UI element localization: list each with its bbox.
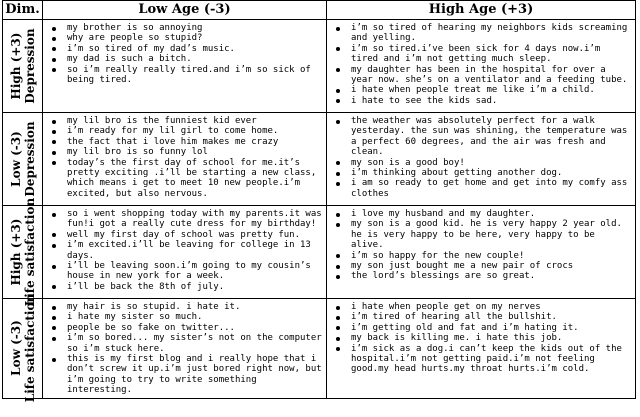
list-item: my daughter has been in the hospital for over a year now. she’s on a ventilator and a feeding tube. xyxy=(333,65,631,86)
examples-table xyxy=(2,0,636,403)
list-item: i’m so happy for the new couple! xyxy=(333,251,631,261)
high-age-list xyxy=(327,206,635,284)
low-age-list xyxy=(43,299,326,398)
list-item: i love my husband and my daughter. xyxy=(333,209,631,219)
list-item: my hair is so stupid. i hate it. xyxy=(49,302,322,312)
dimension-label-line: Low (-3) xyxy=(8,320,23,377)
list-item: i’m so tired.i’ve been sick for 4 days now.i’m tired and i’m not getting much sleep. xyxy=(333,44,631,65)
low-age-cell xyxy=(43,206,327,299)
list-item: i’m sick as a dog.i can’t keep the kids out of the hospital.i’m not getting paid.i’m not feeling good.my head hurts.my throat hurts.i’m cold. xyxy=(333,344,631,375)
dimension-label-line: High (+3) xyxy=(8,218,23,286)
list-item: i am so ready to get home and get into my comfy ass clothes xyxy=(333,178,631,199)
low-age-list xyxy=(43,113,326,201)
high-age-cell xyxy=(327,206,636,299)
low-age-list xyxy=(43,20,326,87)
header-low-age: Low Age (-3) xyxy=(43,1,327,20)
dimension-label xyxy=(9,198,37,306)
low-age-cell xyxy=(43,299,327,399)
list-item: i’m tired of hearing all the bullshit. xyxy=(333,312,631,322)
list-item: my son is a good kid. he is very happy 2 year old. he is very happy to be here, very happy to be alive. xyxy=(333,219,631,250)
list-item: well my first day of school was pretty fun. xyxy=(49,230,322,240)
list-item: the fact that i love him makes me crazy xyxy=(49,137,322,147)
list-item: so i went shopping today with my parents.it was fun!i got a really cute dress for my birthday! xyxy=(49,209,322,230)
dimension-cell xyxy=(3,113,43,206)
list-item: why are people so stupid? xyxy=(49,33,322,43)
high-age-cell xyxy=(327,113,636,206)
list-item: i’m so bored... my sister’s not on the computer so i’m stuck here. xyxy=(49,333,322,354)
dimension-label-line: Low (-3) xyxy=(8,131,23,187)
list-item: my brother is so annoying xyxy=(49,23,322,33)
list-item: i’ll be back the 8th of july. xyxy=(49,282,322,292)
dimension-label-line: High (+3) xyxy=(8,32,23,100)
list-item: people be so fake on twitter... xyxy=(49,323,322,333)
list-item: i hate when people treat me like i’m a child. xyxy=(333,85,631,95)
high-age-cell xyxy=(327,299,636,399)
dimension-label xyxy=(9,121,37,196)
list-item: i’m so tired of my dad’s music. xyxy=(49,44,322,54)
dimension-label-line: Depression xyxy=(22,28,37,104)
list-item: i’m so tired of hearing my neighbors kids screaming and yelling. xyxy=(333,23,631,44)
high-age-list xyxy=(327,20,635,108)
high-age-list xyxy=(327,113,635,201)
table-row xyxy=(3,20,636,113)
list-item: i’m thinking about getting another dog. xyxy=(333,168,631,178)
list-item: this is my first blog and i really hope that i don’t screw it up.i’m just bored right now, but i’m going to try to write something interesting. xyxy=(49,354,322,396)
low-age-cell xyxy=(43,113,327,206)
dimension-cell xyxy=(3,20,43,113)
list-item: so i’m really really tired.and i’m so sick of being tired. xyxy=(49,65,322,86)
dimension-label xyxy=(9,28,37,103)
high-age-list xyxy=(327,299,635,377)
list-item: my back is killing me. i hate this job. xyxy=(333,333,631,343)
header-high-age: High Age (+3) xyxy=(327,1,636,20)
low-age-list xyxy=(43,206,326,294)
dimension-label-line: Life satisfaction xyxy=(22,197,37,307)
list-item: the lord’s blessings are so great. xyxy=(333,271,631,281)
dimension-cell xyxy=(3,294,43,403)
list-item: my son is a good boy! xyxy=(333,158,631,168)
dimension-label xyxy=(9,294,37,402)
high-age-cell xyxy=(327,20,636,113)
list-item: i hate when people get on my nerves xyxy=(333,302,631,312)
list-item: i’ll be leaving soon.i’m going to my cousin’s house in new york for a week. xyxy=(49,261,322,282)
dimension-label-line: Life satisfaction xyxy=(22,294,37,403)
dimension-cell xyxy=(3,197,43,307)
table-row xyxy=(3,299,636,399)
list-item: my dad is such a bitch. xyxy=(49,54,322,64)
list-item: the weather was absolutely perfect for a walk yesterday. the sun was shining, the temperature was a perfect 60 degrees, and the air was fresh and clean. xyxy=(333,116,631,158)
table-row xyxy=(3,206,636,299)
list-item: i’m getting old and fat and i’m hating it. xyxy=(333,323,631,333)
list-item: i’m excited.i’ll be leaving for college in 13 days. xyxy=(49,240,322,261)
list-item: my lil bro is so funny lol xyxy=(49,147,322,157)
low-age-cell xyxy=(43,20,327,113)
header-dim: Dim. xyxy=(3,1,43,20)
table-row xyxy=(3,113,636,206)
list-item: my son just bought me a new pair of crocs xyxy=(333,261,631,271)
list-item: my lil bro is the funniest kid ever xyxy=(49,116,322,126)
header-row xyxy=(3,1,636,20)
list-item: today’s the first day of school for me.it’s pretty exciting .i’ll be starting a new class, which means i get to meet 10 new people.i’m excited, but also nervous. xyxy=(49,158,322,200)
list-item: i hate to see the kids sad. xyxy=(333,96,631,106)
table-caption xyxy=(0,408,640,417)
dimension-label-line: Depression xyxy=(22,121,37,197)
list-item: i’m ready for my lil girl to come home. xyxy=(49,126,322,136)
list-item: i hate my sister so much. xyxy=(49,312,322,322)
